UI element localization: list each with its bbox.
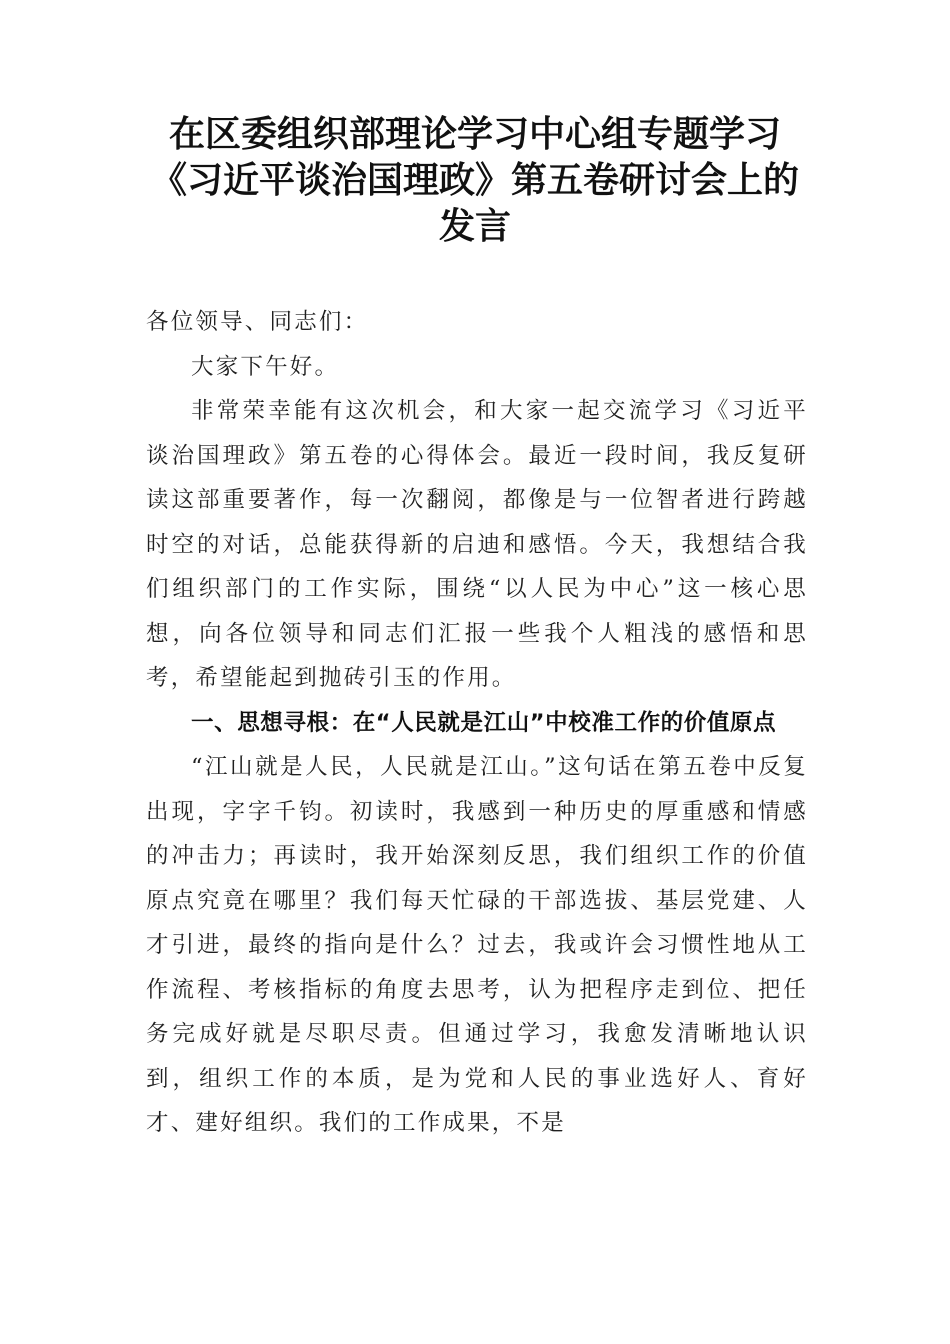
intro-paragraph: 非常荣幸能有这次机会，和大家一起交流学习《习近平谈治国理政》第五卷的心得体会。最近一段时间，我反复研读这部重要著作，每一次翻阅，都像是与一位智者进行跨越时空的对话，总能获得新的启迪和感悟。今天，我想结合我们组织部门的工作实际，围绕“以人民为中心”这一核心思想，向各位领导和同志们汇报一些我个人粗浅的感悟和思考，希望能起到抛砖引玉的作用。 <box>146 398 808 691</box>
title-line-1: 在区委组织部理论学习中心组专题学习 <box>168 114 781 155</box>
document-body <box>146 300 808 1146</box>
title-line-2: 《习近平谈治国理政》第五卷研讨会上的 <box>150 160 799 201</box>
greeting: 大家下午好。 <box>191 353 340 380</box>
section-1-paragraph: “江山就是人民，人民就是江山。”这句话在第五卷中反复出现，字字千钧。初读时，我感到一种历史的厚重感和情感的冲击力；再读时，我开始深刻反思，我们组织工作的价值原点究竟在哪里？我们每天忙碌的干部选拔、基层党建、人才引进，最终的指向是什么？过去，我或许会习惯性地从工作流程、考核指标的角度去思考，认为把程序走到位、把任务完成好就是尽职尽责。但通过学习，我愈发清晰地认识到，组织工作的本质，是为党和人民的事业选好人、育好才、建好组织。我们的工作成果，不是 <box>146 754 808 1136</box>
section-heading-1: 一、思想寻根：在“人民就是江山”中校准工作的价值原点 <box>191 709 777 736</box>
document-title <box>120 112 830 250</box>
title-line-3: 发言 <box>438 206 511 247</box>
salutation: 各位领导、同志们： <box>146 309 369 335</box>
